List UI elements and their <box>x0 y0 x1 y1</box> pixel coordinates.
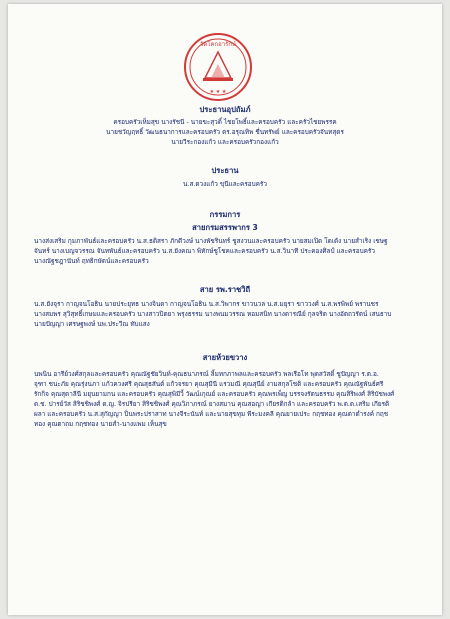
chair-line: นายวีระกองแก้ว และครอบครัวกองแก้ว <box>171 138 279 146</box>
section-title-revenue: สายกรมสรรพากร 3 <box>192 223 258 232</box>
chair-title: ประธานอุปถัมภ์ <box>199 105 251 114</box>
section-revenue-line: นางณัฐชฎานันท์ ฤทธิกษัตน์และครอบครัว <box>34 257 149 265</box>
section-hospital-line: นายปัญญา เศรษฐพงษ์ นพ.ประวีณ ทับแสง <box>34 320 150 328</box>
section-huaykhwang-line: จุฑา ชนะภัย คุณรุ่งนภา แก้วควงศรี คุณสุธสันต์ แก้วจรยา คุณสุมีนี แรวมณี คุณสุนีย์ งามสกุลโชติ และครอบครัว คุณณัฐพันธ์ศรี <box>34 380 384 388</box>
section-revenue-line: นางส่งเสริม กุมภาพันธ์และครอบครัว น.ส.ธดิสรา ภักดีวงษ์ นางพัชรินทร์ ชูสงวนและครอบครัว นายสมเปิด โดเด้ง นายสำเริง เชษฐ <box>34 237 388 245</box>
president-line: น.ส.ดวงแก้ว ขุนีและครอบครัว <box>183 180 267 188</box>
document-page <box>8 4 442 615</box>
svg-text:วัดโคกอารักษ์: วัดโคกอารักษ์ <box>200 41 236 48</box>
section-huaykhwang-line: ด.ช. ปารย์วัส สิริชชิพงศ์ ด.ญ. จิรปรียา สิริชชิพงศ์ คุณวิภาภรณ์ ยางสมาน คุณสอญา เกียรติกล้า และครอบครัว พ.ต.ต.เสริม เกียรติ <box>34 400 390 408</box>
temple-seal-stamp <box>183 32 253 102</box>
section-huaykhwang-line: นพนิน อารีย์วงศ์สกุลและครอบครัว คุณณัฐชัยวินท์-คุณธนาภรณ์ ลิ้มทกภาพลและครอบครัว พลเรือโท พุดสวัสดิ์ ชูปัญญา ร.ต.อ. <box>34 370 379 378</box>
section-hospital-line: น.ส.ยังจุรา กาญจนโอธิน นายประยุทธ นางจินดา กาญจนโอธิน น.ส.วิพากร ขาวนวล น.ส.มยุรา ขาววงศ์ น.ส.พรพิพย์ พรานชร <box>34 300 379 308</box>
section-huaykhwang-line: ทอง คุณตาถม กฤชทอง นายสำ-นางแพม เห็นสุข <box>34 420 167 428</box>
section-huaykhwang-line: ผลา และครอบครัว น.ส.สุกัญญา ปิ่นพระปราสาท นางจีระนันท์ และนายสุขทุม พีระมงคลี คุณยายเประ กฤชทอง คุณตาตำรงค์ กฤช <box>34 410 389 418</box>
section-title-hospital: สาย รพ.ราชวิถี <box>199 285 251 294</box>
section-revenue-line: จันทร์ นางเบญจวรรณ จันทพันธ์และครอบครัว น.ส.ยังคณา พิทักษ์ชูโชคและครอบครัว น.ส.วินาที ประคองศิลป์ และครอบครัว <box>34 247 375 255</box>
section-huaykhwang-line: รักกิจ คุณสุดาลีนี มยุนยามกน และครอบครัว คุณสุพิมีวิ้ วัฒน์เกุณย์ และครอบครัว คุณพรเพ็ญ บรรจงรัตนธรรม คุณสิริพงศ์ สิริบัชพงศ์ <box>34 390 395 398</box>
committee-title: กรรมการ <box>209 210 241 219</box>
section-title-huaykhwang: สายห้วยขวาง <box>202 353 248 362</box>
president-title: ประธาน <box>211 166 239 175</box>
svg-text:★ ★ ★: ★ ★ ★ <box>209 89 227 95</box>
section-hospital-line: นางสมพร สุวิสุทธิ์เกษมและครอบครัว นางสาวปิตยา พรุงธรรม นางพนมวรรณ หอมสนิท นางดารณีย์ กุลจริต นางอัตถวรัตน์ เสนธาบ <box>34 310 392 318</box>
chair-line: ครอบครัวเห็มสุข นางรัชนี - นายขะสุวดิ์ ไชยโพธิ์และครอบครัว และครัวไชยพรรค <box>113 118 337 126</box>
chair-line: นายชวัญฤทธิ์ วัฒนธนาการและครอบครัว ดร.อรุณทิพ ชื่นทรัพย์ และครอบครัวจันทสุดร <box>106 128 344 136</box>
